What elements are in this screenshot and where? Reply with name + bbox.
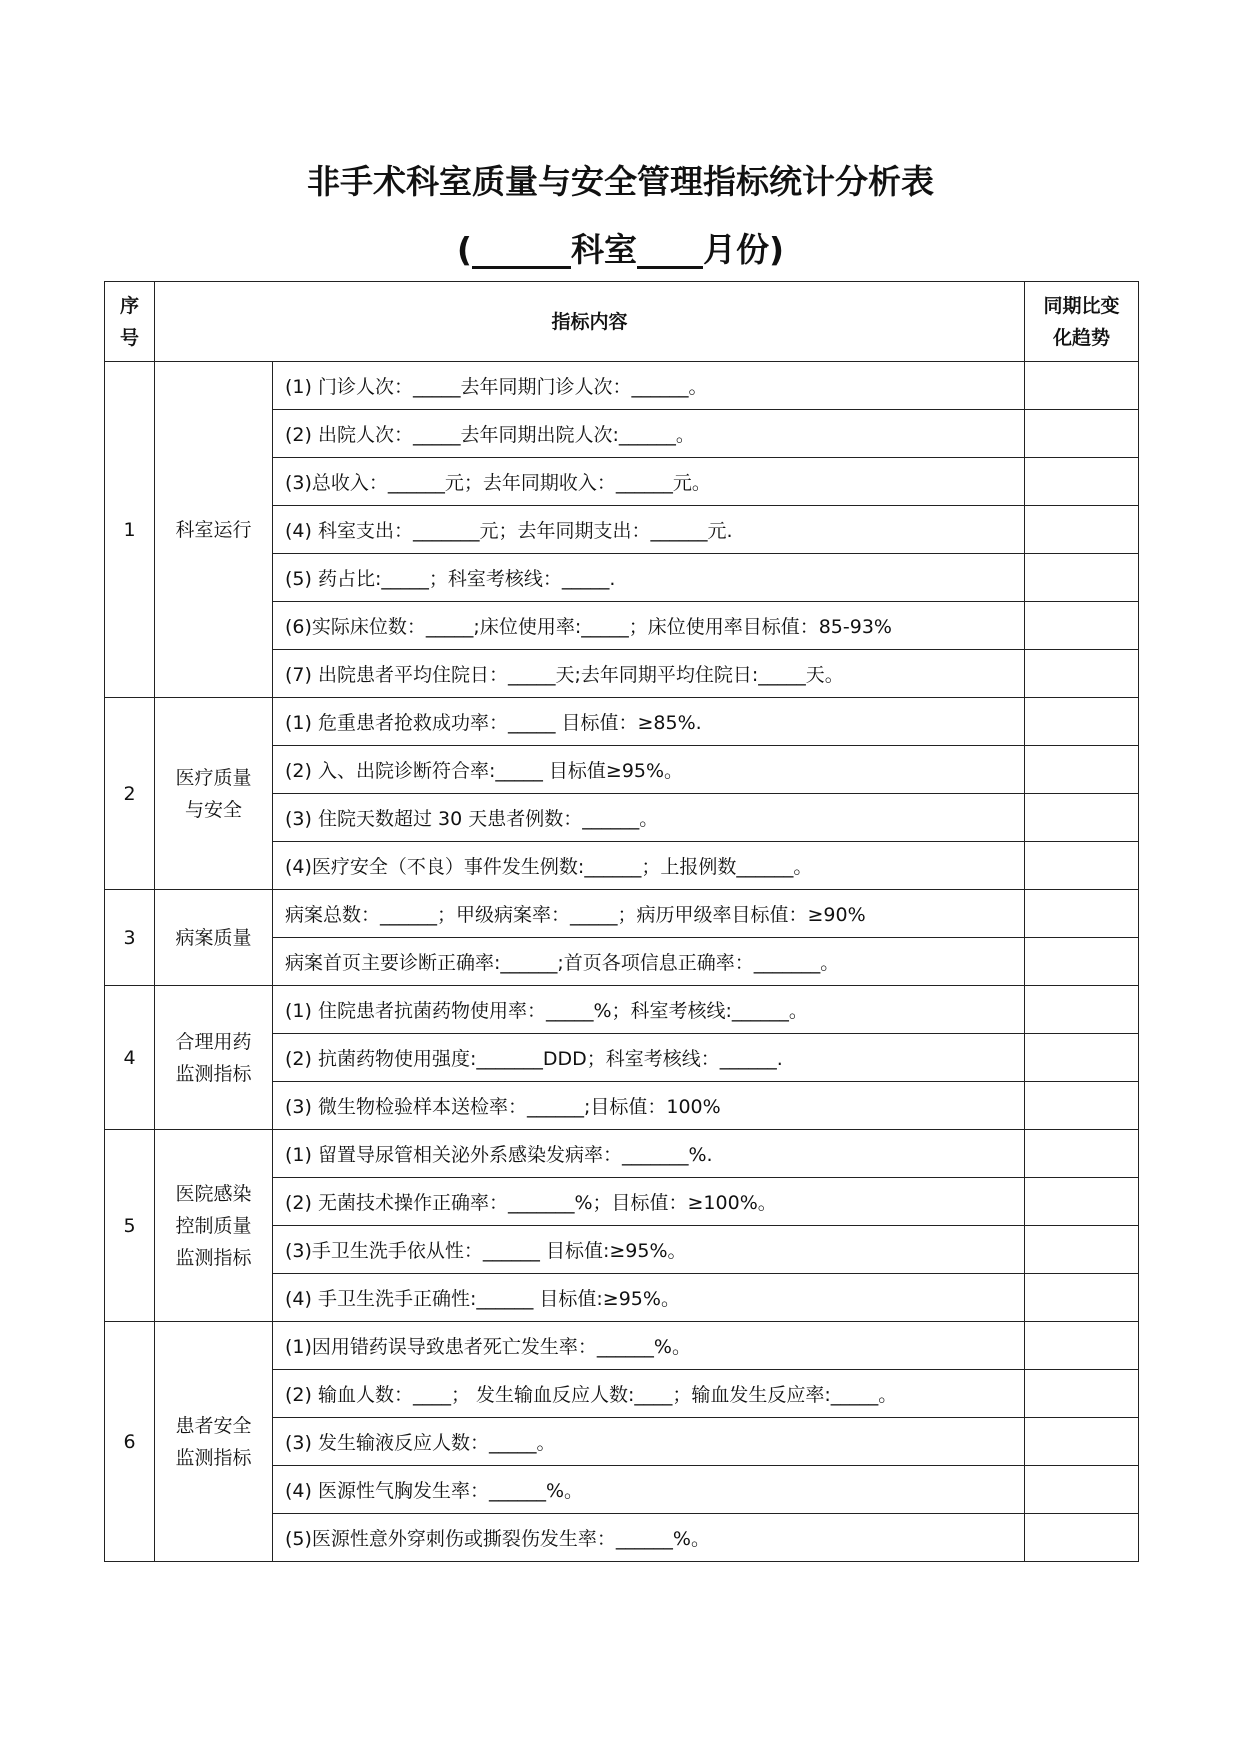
table-body (105, 362, 1139, 1562)
indicator-item: (3) 住院天数超过 30 天患者例数：______。 (273, 794, 1025, 842)
indicator-item: (1) 住院患者抗菌药物使用率：_____%；科室考核线:______。 (273, 986, 1025, 1034)
indicator-item: (4) 科室支出：_______元；去年同期支出：______元. (273, 506, 1025, 554)
section-number: 1 (105, 362, 155, 698)
page-subtitle: (______科室____月份) (456, 230, 785, 269)
table-row (105, 362, 1139, 410)
table-header-row (105, 282, 1139, 362)
section-category (155, 362, 273, 698)
trend-cell[interactable] (1025, 938, 1139, 986)
trend-cell[interactable] (1025, 506, 1139, 554)
section-category-label: 医院感染控制质量监测指标 (175, 1182, 252, 1269)
section-number: 5 (105, 1130, 155, 1322)
table-row (105, 698, 1139, 746)
section-number: 3 (105, 890, 155, 986)
indicator-item: (1)因用错药误导致患者死亡发生率：______%。 (273, 1322, 1025, 1370)
indicator-item: (4)医疗安全（不良）事件发生例数:______；上报例数______。 (273, 842, 1025, 890)
section-category-label: 医疗质量与安全 (175, 766, 252, 821)
indicator-item: (2) 抗菌药物使用强度:_______DDD；科室考核线：______. (273, 1034, 1025, 1082)
section-category (155, 890, 273, 986)
trend-cell[interactable] (1025, 1322, 1139, 1370)
indicator-item: (2) 入、出院诊断符合率:_____ 目标值≥95%。 (273, 746, 1025, 794)
trend-cell[interactable] (1025, 1418, 1139, 1466)
trend-cell[interactable] (1025, 1178, 1139, 1226)
indicator-item: (3) 微生物检验样本送检率：______;目标值：100% (273, 1082, 1025, 1130)
trend-cell[interactable] (1025, 842, 1139, 890)
trend-cell[interactable] (1025, 890, 1139, 938)
indicator-item: (3)总收入：______元；去年同期收入：______元。 (273, 458, 1025, 506)
trend-cell[interactable] (1025, 1466, 1139, 1514)
trend-cell[interactable] (1025, 362, 1139, 410)
header-seq: 序号 (105, 282, 155, 362)
table-row (105, 1322, 1139, 1370)
indicator-item: (2) 出院人次：_____去年同期出院人次:______。 (273, 410, 1025, 458)
indicator-item: (4) 手卫生洗手正确性:______ 目标值:≥95%。 (273, 1274, 1025, 1322)
indicator-item: (2) 无菌技术操作正确率：_______%；目标值：≥100%。 (273, 1178, 1025, 1226)
trend-cell[interactable] (1025, 410, 1139, 458)
indicator-item: 病案总数：______；甲级病案率：_____；病历甲级率目标值：≥90% (273, 890, 1025, 938)
section-category-label: 患者安全监测指标 (175, 1414, 252, 1469)
section-number: 6 (105, 1322, 155, 1562)
indicator-item: (1) 留置导尿管相关泌外系感染发病率：_______%. (273, 1130, 1025, 1178)
section-category (155, 1130, 273, 1322)
section-category-label: 科室运行 (175, 518, 252, 541)
indicator-item: (3) 发生输液反应人数：_____。 (273, 1418, 1025, 1466)
indicator-item: (4) 医源性气胸发生率：______%。 (273, 1466, 1025, 1514)
section-number: 4 (105, 986, 155, 1130)
section-category (155, 698, 273, 890)
table-row (105, 986, 1139, 1034)
trend-cell[interactable] (1025, 1034, 1139, 1082)
header-content: 指标内容 (155, 282, 1025, 362)
section-number: 2 (105, 698, 155, 890)
indicator-item: (1) 门诊人次：_____去年同期门诊人次：______。 (273, 362, 1025, 410)
indicator-item: (5) 药占比:_____；科室考核线：_____. (273, 554, 1025, 602)
indicator-item: (1) 危重患者抢救成功率：_____ 目标值：≥85%. (273, 698, 1025, 746)
trend-cell[interactable] (1025, 1514, 1139, 1562)
indicator-item: 病案首页主要诊断正确率:______;首页各项信息正确率：_______。 (273, 938, 1025, 986)
indicator-table (104, 281, 1139, 1562)
trend-cell[interactable] (1025, 1226, 1139, 1274)
trend-cell[interactable] (1025, 1082, 1139, 1130)
section-category-label: 合理用药监测指标 (175, 1030, 252, 1085)
trend-cell[interactable] (1025, 986, 1139, 1034)
section-category (155, 986, 273, 1130)
indicator-item: (5)医源性意外穿刺伤或撕裂伤发生率：______%。 (273, 1514, 1025, 1562)
trend-cell[interactable] (1025, 698, 1139, 746)
table-row (105, 890, 1139, 938)
header-trend: 同期比变化趋势 (1025, 282, 1139, 362)
indicator-item: (3)手卫生洗手依从性：______ 目标值:≥95%。 (273, 1226, 1025, 1274)
indicator-item: (6)实际床位数：_____;床位使用率:_____；床位使用率目标值：85-93% (273, 602, 1025, 650)
indicator-item: (2) 输血人数：____； 发生输血反应人数:____；输血发生反应率:_____。 (273, 1370, 1025, 1418)
trend-cell[interactable] (1025, 650, 1139, 698)
trend-cell[interactable] (1025, 602, 1139, 650)
trend-cell[interactable] (1025, 1370, 1139, 1418)
section-category (155, 1322, 273, 1562)
trend-cell[interactable] (1025, 458, 1139, 506)
trend-cell[interactable] (1025, 794, 1139, 842)
section-category-label: 病案质量 (175, 926, 252, 949)
trend-cell[interactable] (1025, 1274, 1139, 1322)
table-row (105, 1130, 1139, 1178)
trend-cell[interactable] (1025, 746, 1139, 794)
trend-cell[interactable] (1025, 1130, 1139, 1178)
page-title: 非手术科室质量与安全管理指标统计分析表 (307, 162, 934, 201)
indicator-item: (7) 出院患者平均住院日：_____天;去年同期平均住院日:_____天。 (273, 650, 1025, 698)
trend-cell[interactable] (1025, 554, 1139, 602)
